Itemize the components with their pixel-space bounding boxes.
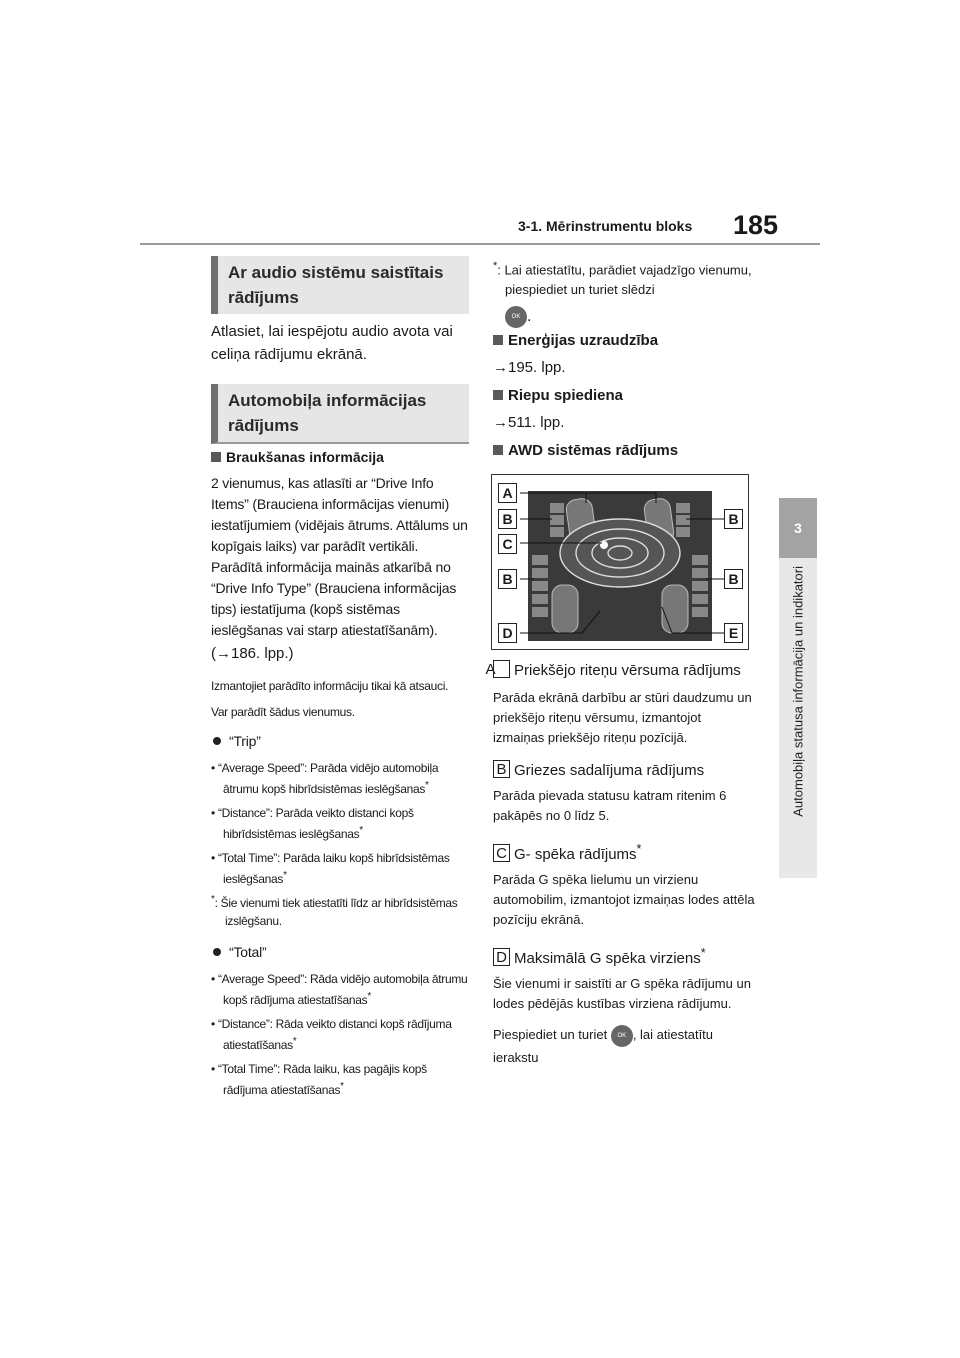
driving-info-ref: (→186. lpp.): [211, 645, 294, 662]
diagram-label-e: E: [724, 623, 743, 643]
tire-title: Riepu spiediena: [493, 387, 753, 404]
audio-text: Atlasiet, lai iespējotu audio avota vai celiņa rādījumu ekrānā.: [211, 323, 453, 363]
note-reference: Izmantojiet parādīto informāciju tikai kā atsauci.: [211, 679, 449, 693]
list-item: • “Average Speed”: Parāda vidējo automobiļa ātrumu kopš hibrīdsistēmas ieslēgšanas*: [211, 761, 439, 796]
item-c-title: C G- spēka rādījums*: [493, 838, 755, 866]
driving-info-section: [211, 449, 471, 1099]
awd-descriptions: [485, 660, 755, 1069]
square-bullet-icon: [211, 452, 221, 462]
label-d-box: D: [493, 948, 510, 966]
energy-section: [493, 332, 753, 376]
item-a-text: Parāda ekrānā darbību ar stūri daudzumu un priekšējo riteņu vērsumu, izmantojot izmaiņas priekšējo riteņu pozīcijā.: [493, 690, 752, 745]
ok-button-icon: OK: [611, 1025, 633, 1047]
section-title: 3-1. Mērinstrumentu bloks: [518, 218, 693, 234]
diagram-label-a: A: [498, 483, 517, 503]
item-b-title: B Griezes sadalījuma rādījums: [493, 760, 755, 782]
reset-instruction: Piespiediet un turiet OK , lai atiestatītu ierakstu: [493, 1024, 755, 1069]
driving-info-title: Braukšanas informācija: [211, 449, 471, 465]
header-divider: [140, 243, 820, 245]
list-item: • “Distance”: Rāda veikto distanci kopš rādījuma atiestatīšanas*: [211, 1017, 452, 1052]
item-d-text: Šie vienumi ir saistīti ar G spēka rādījumu un lodes pēdējās kustības virziena rādījumu.: [493, 976, 751, 1011]
note-items: Var parādīt šādus vienumus.: [211, 705, 355, 719]
energy-title: Enerģijas uzraudzība: [493, 332, 753, 349]
bullet-icon: [213, 948, 221, 956]
reset-footnote: *: Lai atiestatītu, parādiet vajadzīgo vienumu, piespiediet un turiet slēdzi OK .: [493, 256, 753, 328]
list-item: • “Average Speed”: Rāda vidējo automobiļa ātrumu kopš rādījuma atiestatīšanas*: [211, 972, 468, 1007]
trip-title: “Trip”: [211, 731, 471, 752]
list-item: • “Total Time”: Parāda laiku kopš hibrīdsistēmas ieslēgšanas*: [211, 851, 450, 886]
audio-heading: Ar audio sistēmu saistītais rādījums: [211, 256, 469, 314]
chapter-tab-number: 3: [779, 498, 817, 558]
bullet-icon: [213, 737, 221, 745]
diagram-label-b: B: [498, 569, 517, 589]
list-item: • “Total Time”: Rāda laiku, kas pagājis kopš rādījuma atiestatīšanas*: [211, 1062, 427, 1097]
square-bullet-icon: [493, 445, 503, 455]
item-d-title: D Maksimālā G spēka virziens*: [493, 942, 755, 970]
tire-ref: →511. lpp.: [493, 414, 565, 431]
chapter-tab-label: Automobiļa statusa informācija un indikatori: [790, 566, 806, 817]
item-a-title: A Priekšējo riteņu vērsuma rādījums: [485, 661, 741, 679]
square-bullet-icon: [493, 390, 503, 400]
tire-section: [493, 387, 753, 431]
energy-ref: →195. lpp.: [493, 359, 566, 376]
vehicle-info-heading: Automobiļa informācijas rādījums: [211, 384, 469, 444]
diagram-label-d: D: [498, 623, 517, 643]
trip-footnote: *: Šie vienumi tiek atiestatīti līdz ar hibrīdsistēmas izslēgšanu.: [211, 894, 458, 928]
chapter-tab: [779, 558, 817, 878]
label-b-box: B: [493, 760, 510, 778]
label-a-box: A: [493, 660, 510, 678]
ok-button-icon: OK: [505, 306, 527, 328]
driving-info-body: 2 vienumus, kas atlasīti ar “Drive Info Items” (Brauciena informācijas vienumi) iestatījumiem (vidējais ātrums. Attālums un kopīgais laiks) var parādīt vertikāli. Parādītā informācija mainās atkarībā no “Drive Info Type” (Brauciena informācijas tips) iestatījuma (kopš sistēmas ieslēgšanas vai starp atiestatīšanām).: [211, 475, 468, 638]
item-c-text: Parāda G spēka lielumu un virzienu automobilim, izmantojot izmaiņas lodes attēla pozīciju ekrānā.: [493, 872, 755, 927]
diagram-label-b: B: [498, 509, 517, 529]
list-item: • “Distance”: Parāda veikto distanci kopš hibrīdsistēmas ieslēgšanas*: [211, 806, 414, 841]
square-bullet-icon: [493, 335, 503, 345]
total-title: “Total”: [211, 942, 471, 963]
diagram-label-b: B: [724, 569, 743, 589]
label-c-box: C: [493, 844, 510, 862]
awd-display-illustration: [492, 475, 748, 649]
awd-diagram: [491, 474, 749, 650]
page-number: 185: [733, 210, 779, 240]
diagram-label-b: B: [724, 509, 743, 529]
diagram-label-c: C: [498, 534, 517, 554]
item-b-text: Parāda pievada statusu katram ritenim 6 pakāpēs no 0 līdz 5.: [493, 788, 727, 823]
awd-title: AWD sistēmas rādījums: [493, 442, 753, 459]
